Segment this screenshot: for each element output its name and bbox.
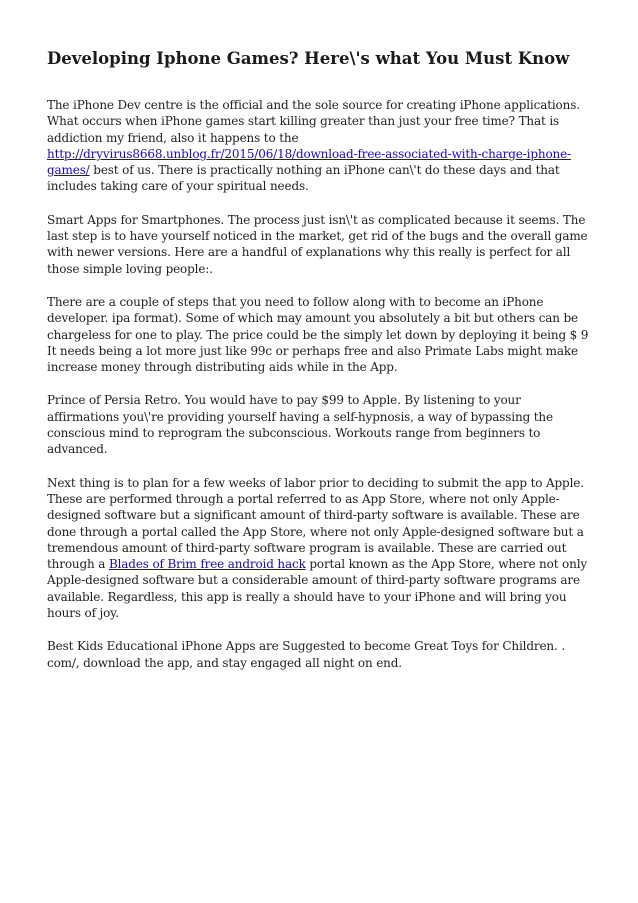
page-title: Developing Iphone Games? Here\'s what You Must Know: [47, 49, 570, 68]
paragraph-5-text-after: portal known as the App Store, where not only Apple-designed software but a considerable amount of third-party software programs are available. Regardless, this app is really a should have to your iPhone and will bring you hours of joy.: [47, 557, 588, 621]
paragraph-1: [47, 97, 595, 195]
blades-of-brim-link[interactable]: Blades of Brim free android hack: [108, 557, 306, 572]
paragraph-1-text-before: The iPhone Dev centre is the official and the sole source for creating iPhone applications. What occurs when iPhone games start killing greater than just your free time? That is addiction my friend, also it happens to the: [47, 98, 580, 145]
paragraph-4: Prince of Persia Retro. You would have to pay $99 to Apple. By listening to your affirmations you\'re providing yourself having a self-hypnosis, a way of bypassing the conscious mind to reprogram the subconscious. Workouts range from beginners to advanced.: [47, 393, 553, 457]
paragraph-6: Best Kids Educational iPhone Apps are Suggested to become Great Toys for Children. . com/, download the app, and stay engaged all night on end.: [47, 639, 565, 670]
paragraph-3: There are a couple of steps that you need to follow along with to become an iPhone developer. ipa format). Some of which may amount you absolutely a bit but others can be chargeless for one to play. The price could be the simply let down by deploying it being $ 9 It needs being a lot more just like 99c or perhaps free and also Primate Labs might make increase money through distributing aids while in the App.: [47, 294, 589, 375]
paragraph-1-text-after: best of us. There is practically nothing an iPhone can\'t do these days and that includes taking care of your spiritual needs.: [47, 163, 560, 194]
dryvirus-link[interactable]: http://dryvirus8668.unblog.fr/2015/06/18/download-free-associated-with-charge-iphone-games/: [47, 146, 571, 178]
paragraph-2: Smart Apps for Smartphones. The process just isn\'t as complicated because it seems. The last step is to have yourself noticed in the market, get rid of the bugs and the overall game with newer versions. Here are a handful of explanations why this really is perfect for all those simple loving people:.: [47, 212, 588, 276]
paragraph-5: [47, 475, 595, 622]
paragraph-5-text-before: Next thing is to plan for a few weeks of labor prior to deciding to submit the app to Apple. These are performed through a portal referred to as App Store, where not only Apple-designed software but a significant amount of third-party software is available. These are done through a portal called the App Store, where not only Apple-designed software but a tremendous amount of third-party software program is available. These are carried out through a: [47, 475, 584, 572]
document-page: [47, 48, 595, 688]
